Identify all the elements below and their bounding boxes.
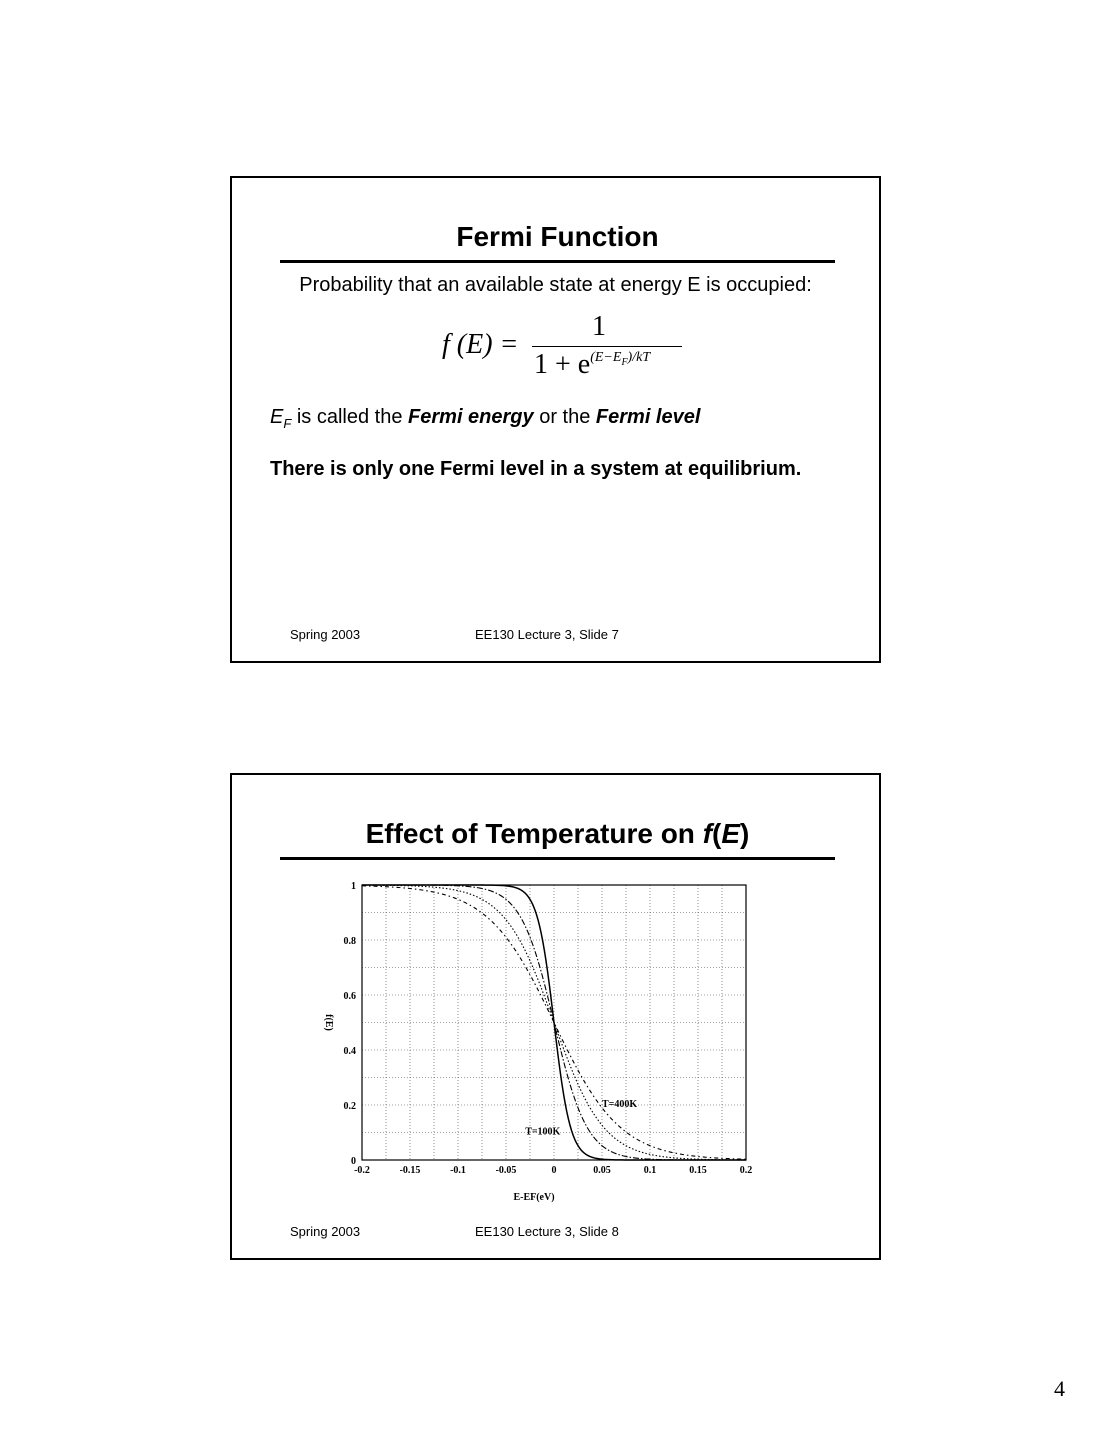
x-tick-label: 0.05	[593, 1165, 611, 1176]
x-tick-label: 0	[551, 1165, 557, 1176]
y-tick-label: 1	[351, 881, 356, 892]
exponent-sub: F	[621, 356, 628, 368]
footer-course: EE130 Lecture 3, Slide 8	[475, 1224, 619, 1239]
title-prefix: Effect of Temperature on	[365, 818, 703, 849]
formula-denominator	[534, 349, 650, 381]
exponent-end: )/kT	[627, 350, 651, 365]
ef-symbol: E	[270, 406, 284, 428]
x-tick-label: -0.15	[399, 1165, 421, 1176]
x-tick-label: -0.1	[450, 1165, 466, 1176]
footer-date: Spring 2003	[290, 627, 361, 642]
title-f: f	[702, 818, 713, 849]
x-axis-label: E-EF(eV)	[513, 1192, 555, 1203]
y-tick-label: 0.6	[343, 991, 356, 1002]
title-open: (	[712, 818, 722, 849]
equilibrium-statement: There is only one Fermi level in a system at equilibrium.	[270, 458, 802, 480]
y-tick-label: 0.8	[343, 936, 356, 947]
y-tick-label: 0	[351, 1156, 356, 1167]
y-tick-label: 0.4	[343, 1046, 356, 1057]
slide-title	[280, 815, 835, 860]
intro-text: Probability that an available state at energy E is occupied:	[299, 274, 812, 296]
page-number: 4	[1054, 1376, 1065, 1401]
exponent-start: (E−E	[590, 350, 622, 365]
fermi-temperature-chart	[312, 867, 772, 1212]
formula-lhs: f (E) =	[442, 329, 519, 360]
slide-title: Fermi Function	[280, 218, 835, 263]
footer-course: EE130 Lecture 3, Slide 7	[475, 627, 619, 642]
footer-date: Spring 2003	[290, 1224, 361, 1239]
annotation-t400k: T=400K	[602, 1099, 638, 1110]
ef-text1: is called the	[291, 406, 409, 428]
title-close: )	[740, 818, 750, 849]
title-e: E	[721, 818, 741, 849]
ef-text2: or the	[533, 406, 596, 428]
fermi-level-term: Fermi level	[595, 406, 701, 428]
y-axis-label: f(E)	[323, 1014, 334, 1031]
x-tick-label: 0.2	[739, 1165, 753, 1176]
x-tick-label: 0.15	[689, 1165, 707, 1176]
ef-subscript: F	[283, 416, 292, 431]
y-tick-label: 0.2	[343, 1101, 356, 1112]
slide-fermi-function	[230, 176, 881, 663]
fermi-energy-term: Fermi energy	[408, 406, 534, 428]
fraction-bar	[532, 346, 682, 347]
x-tick-label: -0.2	[354, 1165, 370, 1176]
annotation-t100k: T=100K	[525, 1126, 561, 1138]
exponent	[590, 350, 651, 368]
formula-numerator: 1	[592, 311, 606, 342]
slide-temperature-effect	[230, 773, 881, 1260]
x-tick-label: 0.1	[643, 1165, 657, 1176]
fermi-formula	[442, 311, 682, 381]
x-tick-label: -0.05	[495, 1165, 517, 1176]
fermi-energy-definition	[270, 406, 700, 431]
denominator-base: 1 + e	[534, 349, 591, 380]
